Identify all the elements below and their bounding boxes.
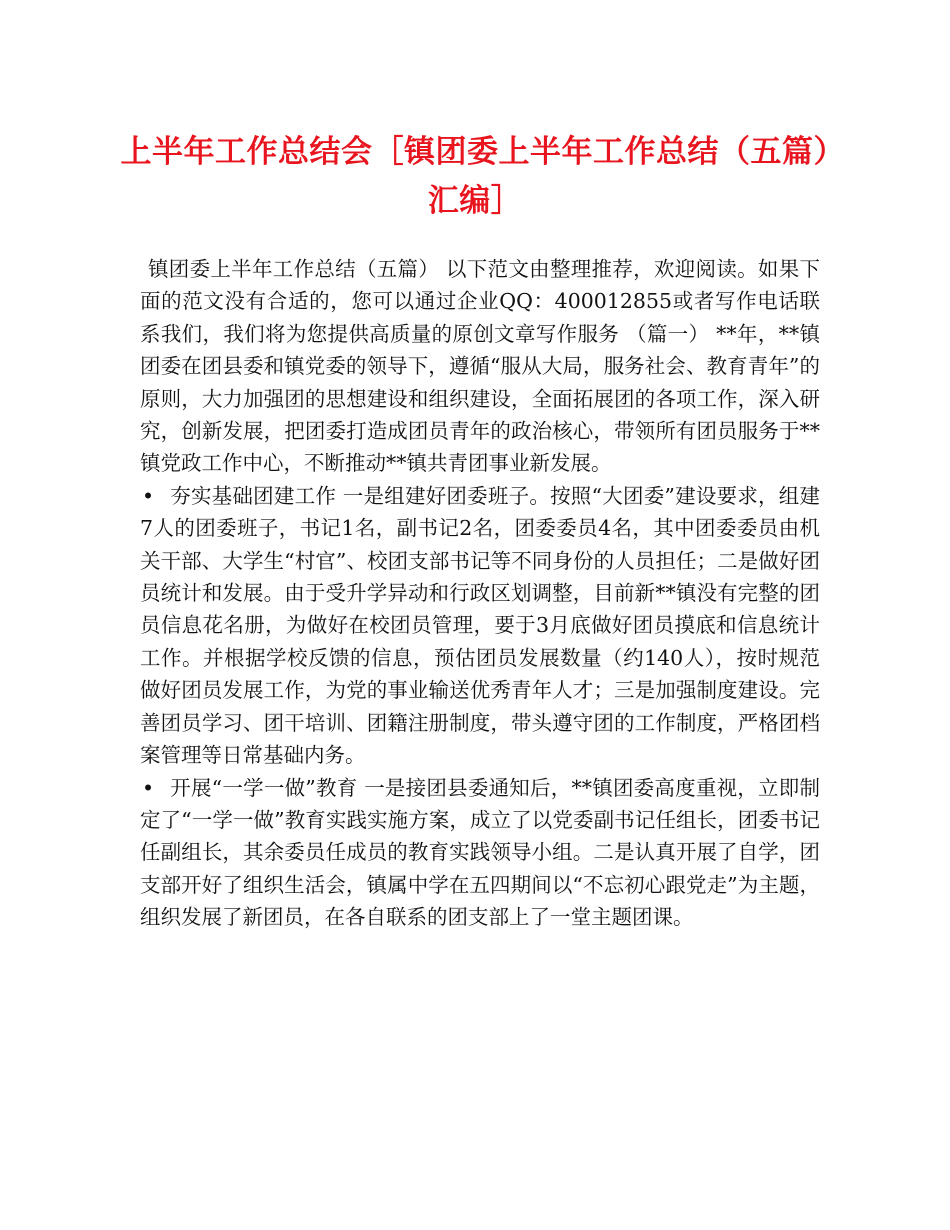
bullet-item	[140, 480, 820, 772]
bullet-text: 夯实基础团建工作 一是组建好团委班子。按照“大团委”建设要求，组建7人的团委班子，书记1名，副书记2名，团委委员4名，其中团委委员由机关干部、大学生“村官”、校团支部书记等不同身份的人员担任；二是做好团员统计和发展。由于受升学异动和行政区划调整，目前新**镇没有完整的团员信息花名册，为做好在校团员管理，要于3月底做好团员摸底和信息统计工作。并根据学校反馈的信息，预估团员发展数量（约140人），按时规范做好团员发展工作，为党的事业输送优秀青年人才；三是加强制度建设。完善团员学习、团干培训、团籍注册制度，带头遵守团的工作制度，严格团档案管理等日常基础内务。	[140, 483, 820, 768]
document-title: 上半年工作总结会［镇团委上半年工作总结（五篇）汇编］	[120, 134, 830, 219]
intro-paragraph: 镇团委上半年工作总结（五篇） 以下范文由整理推荐，欢迎阅读。如果下面的范文没有合适的，您可以通过企业QQ：400012855或者写作电话联系我们，我们将为您提供高质量的原创文章写作服务 （篇一） **年，**镇团委在团县委和镇党委的领导下，遵循“服从大局，服务社会、教育青年”的原则，大力加强团的思想建设和组织建设，全面拓展团的各项工作，深入研究，创新发展，把团委打造成团员青年的政治核心，带领所有团员服务于**镇党政工作中心，不断推动**镇共青团事业新发展。	[140, 257, 820, 476]
bullet-item	[140, 772, 820, 934]
document-body	[140, 253, 820, 934]
bullet-icon: •	[142, 775, 155, 800]
bullet-text: 开展“一学一做”教育 一是接团县委通知后，**镇团委高度重视，立即制定了“一学一做”教育实践实施方案，成立了以党委副书记任组长，团委书记任副组长，其余委员任成员的教育实践领导小组。二是认真开展了自学，团支部开好了组织生活会，镇属中学在五四期间以“不忘初心跟党走”为主题，组织发展了新团员，在各自联系的团支部上了一堂主题团课。	[140, 775, 820, 930]
bullet-icon: •	[142, 483, 155, 508]
